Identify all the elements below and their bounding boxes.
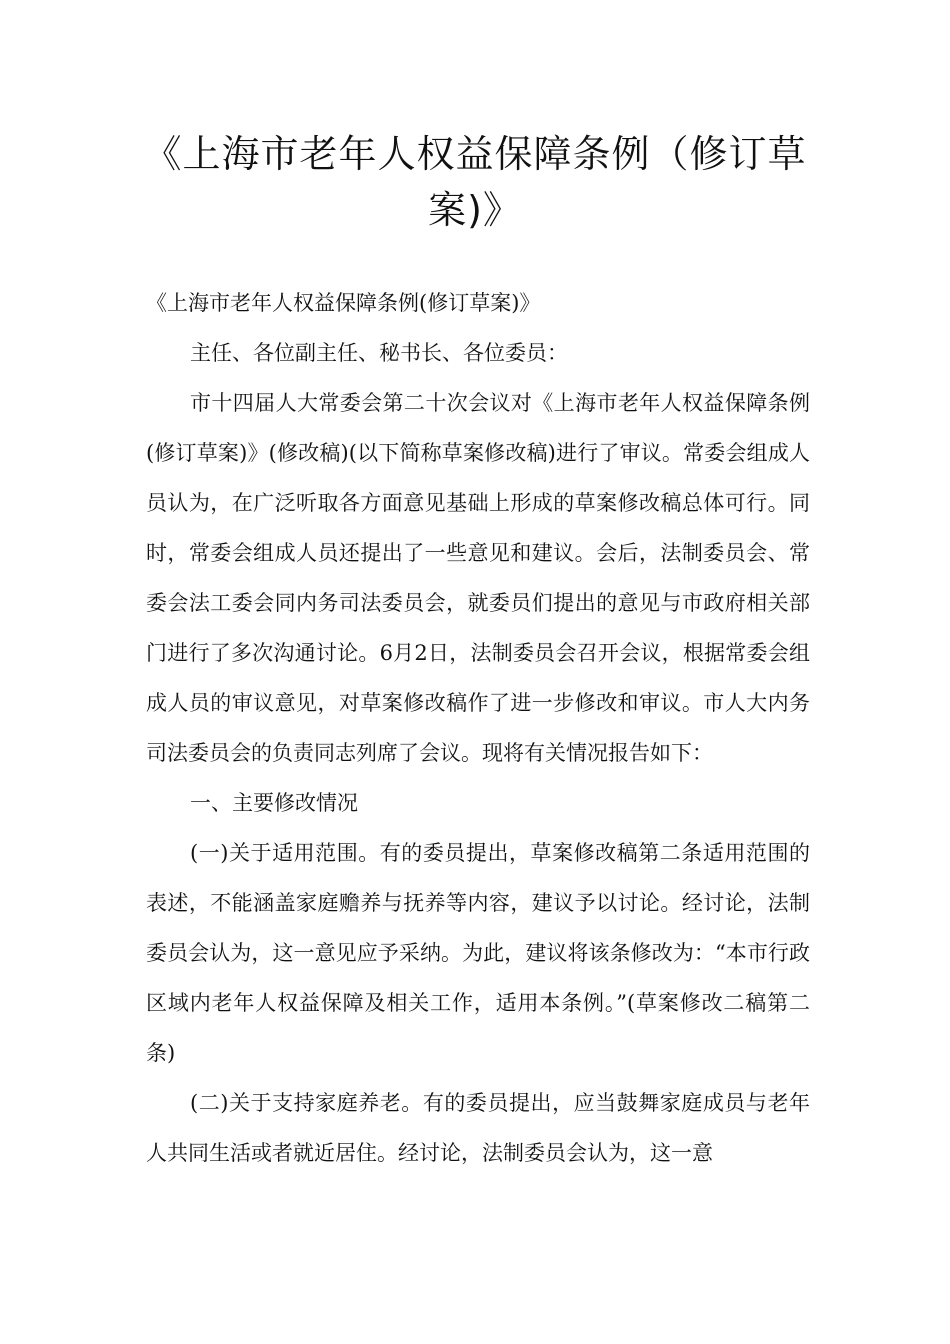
body-paragraph-heading: 《上海市老年人权益保障条例(修订草案)》 [146, 291, 541, 315]
body-paragraph-intro: 市十四届人大常委会第二十次会议对《上海市老年人权益保障条例(修订草案)》(修改稿)(以下简称草案修改稿)进行了审议。常委会组成人员认为，在广泛听取各方面意见基础上形成的草案修改稿总体可行。同时，常委会组成人员还提出了一些意见和建议。会后，法制委员会、常委会法工委会同内务司法委员会，就委员们提出的意见与市政府相关部门进行了多次沟通讨论。6月2日，法制委员会召开会议，根据常委会组成人员的审议意见，对草案修改稿作了进一步修改和审议。市人大内务司法委员会的负责同志列席了会议。现将有关情况报告如下： [146, 391, 810, 765]
section-heading-main-revisions: 一、主要修改情况 [190, 791, 358, 815]
document-title: 《上海市老年人权益保障条例（修订草案)》 [143, 132, 807, 232]
body-paragraph-salutation: 主任、各位副主任、秘书长、各位委员： [190, 341, 568, 365]
document-body [146, 278, 810, 1178]
body-paragraph-scope: (一)关于适用范围。有的委员提出，草案修改稿第二条适用范围的表述，不能涵盖家庭赡养与抚养等内容，建议予以讨论。经讨论，法制委员会认为，这一意见应予采纳。为此，建议将该条修改为：“本市行政区域内老年人权益保障及相关工作，适用本条例。”(草案修改二稿第二条) [146, 841, 810, 1065]
body-paragraph-family-care: (二)关于支持家庭养老。有的委员提出，应当鼓舞家庭成员与老年人共同生活或者就近居住。经讨论，法制委员会认为，这一意 [146, 1091, 810, 1165]
